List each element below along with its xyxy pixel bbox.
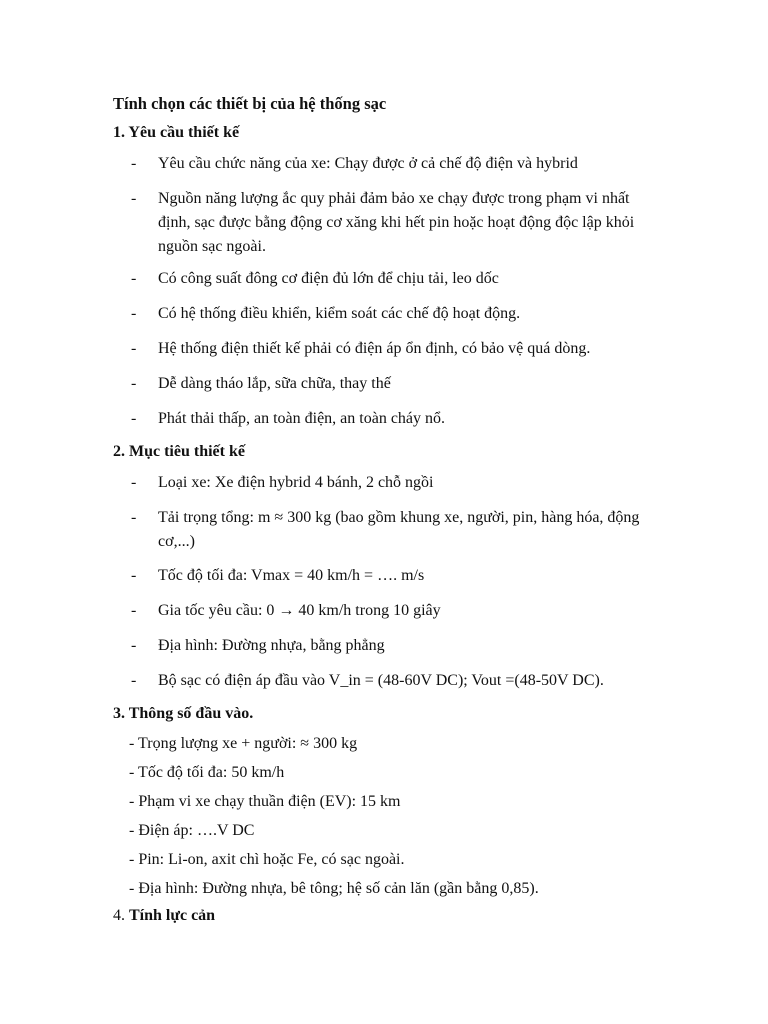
list-item-text: Địa hình: Đường nhựa, bằng phẳng <box>158 637 385 654</box>
list-item-text: Có hệ thống điều khiển, kiểm soát các chế độ hoạt động. <box>158 305 521 322</box>
bullet-dash: - <box>131 155 137 172</box>
list-item-text: Bộ sạc có điện áp đầu vào V_in = (48-60V DC); Vout =(48-50V DC). <box>158 672 604 689</box>
bullet-dash: - <box>131 410 137 427</box>
section-number: 2. <box>113 443 125 460</box>
list-item-text: Có công suất đông cơ điện đủ lớn để chịu tải, leo dốc <box>158 270 499 287</box>
section-title: Tính lực cản <box>129 907 216 924</box>
bullet-dash: - <box>131 509 137 526</box>
bullet-dash: - <box>131 375 137 392</box>
list-item-text: Yêu cầu chức năng của xe: Chạy được ở cả chế độ điện và hybrid <box>158 155 578 172</box>
section-4-heading <box>113 907 215 925</box>
bullet-dash: - <box>131 305 137 322</box>
bullet-dash: - <box>131 474 137 491</box>
section-number: 4. <box>113 907 125 924</box>
bullet-dash: - <box>131 637 137 654</box>
section-number: 3. <box>113 705 125 722</box>
list-item-text: Dễ dàng tháo lắp, sữa chữa, thay thế <box>158 375 391 392</box>
list-item-text: Hệ thống điện thiết kế phải có điện áp ổn định, có bảo vệ quá dòng. <box>158 340 591 357</box>
list-item-text: Tải trọng tổng: m ≈ 300 kg (bao gồm khung xe, người, pin, hàng hóa, động cơ,...) <box>158 509 640 550</box>
list-item-text: Gia tốc yêu cầu: 0 → 40 km/h trong 10 giây <box>158 602 441 619</box>
parameter-line: - Địa hình: Đường nhựa, bê tông; hệ số cản lăn (gần bằng 0,85). <box>129 880 539 897</box>
section-number: 1. <box>113 124 125 141</box>
parameter-line: - Tốc độ tối đa: 50 km/h <box>129 764 285 781</box>
section-1-heading <box>113 124 239 142</box>
bullet-dash: - <box>131 672 137 689</box>
parameter-line: - Phạm vi xe chạy thuần điện (EV): 15 km <box>129 793 401 810</box>
list-item-text: Phát thải thấp, an toàn điện, an toàn cháy nổ. <box>158 410 446 427</box>
list-item-text: Tốc độ tối đa: Vmax = 40 km/h = …. m/s <box>158 567 425 584</box>
parameter-line: - Điện áp: ….V DC <box>129 822 255 839</box>
section-title: Mục tiêu thiết kế <box>129 443 245 460</box>
section-2-heading <box>113 443 245 461</box>
parameter-line: - Trọng lượng xe + người: ≈ 300 kg <box>129 735 358 752</box>
document-title: Tính chọn các thiết bị của hệ thống sạc <box>113 94 387 113</box>
bullet-dash: - <box>131 567 137 584</box>
bullet-dash: - <box>131 602 137 619</box>
parameter-line: - Pin: Li-on, axit chì hoặc Fe, có sạc ngoài. <box>129 851 405 868</box>
bullet-dash: - <box>131 270 137 287</box>
section-3-heading <box>113 705 253 723</box>
section-title: Yêu cầu thiết kế <box>128 124 240 141</box>
list-item-text: Loại xe: Xe điện hybrid 4 bánh, 2 chỗ ngồi <box>158 474 434 491</box>
bullet-dash: - <box>131 340 137 357</box>
list-item-text: Nguồn năng lượng ắc quy phải đảm bảo xe chạy được trong phạm vi nhất định, sạc được bằng động cơ xăng khi hết pin hoặc hoạt động độc lập khỏi nguồn sạc ngoài. <box>158 190 635 255</box>
section-title: Thông số đầu vào. <box>128 705 254 722</box>
bullet-dash: - <box>131 190 137 207</box>
